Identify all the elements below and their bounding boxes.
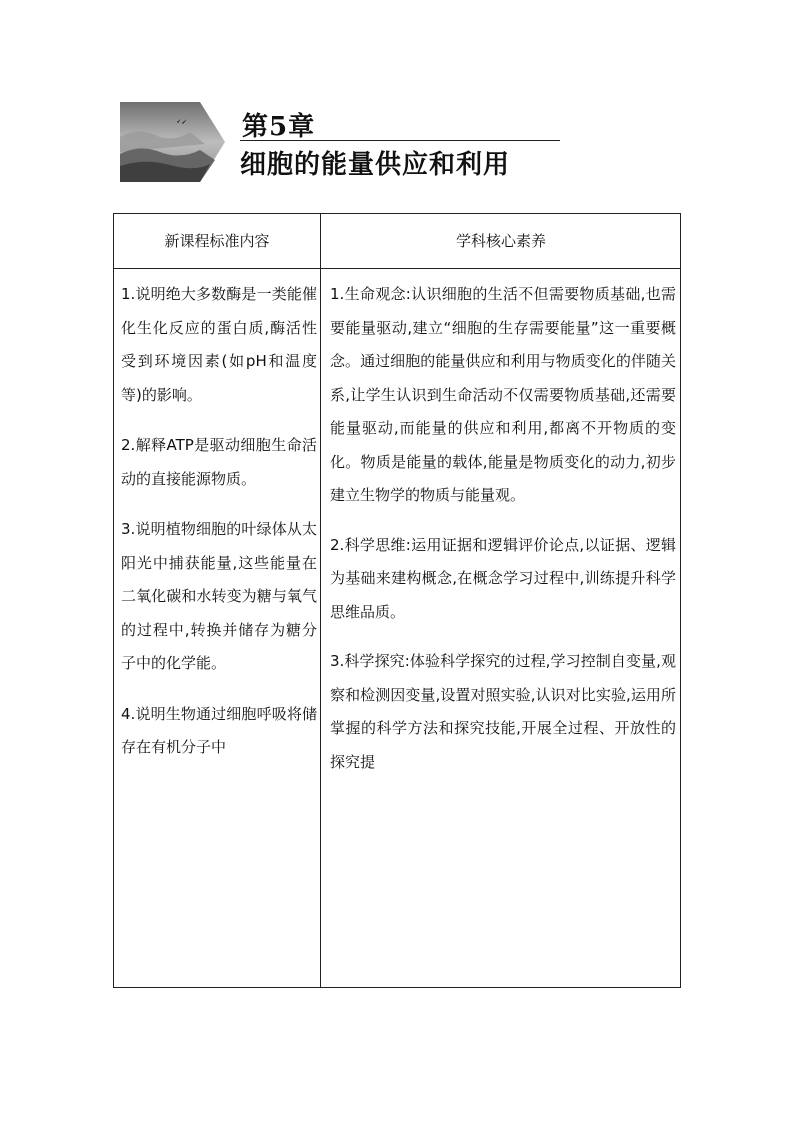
title-rule xyxy=(240,140,560,141)
competency-item: 1.生命观念:认识细胞的生活不但需要物质基础,也需要能量驱动,建立“细胞的生存需要能量”这一重要概念。通过细胞的能量供应和利用与物质变化的伴随关系,让学生认识到生命活动不仅需要物质基础,还需要能量驱动,而能量的供应和利用,都离不开物质的变化。物质是能量的载体,能量是物质变化的动力,初步建立生物学的物质与能量观。 xyxy=(330,285,676,504)
competency-item: 2.科学思维:运用证据和逻辑评价论点,以证据、逻辑为基础来建构概念,在概念学习过程中,训练提升科学思维品质。 xyxy=(330,535,676,621)
competency-item: 3.科学探究:体验科学探究的过程,学习控制自变量,观察和检测因变量,设置对照实验,认识对比实验,运用所掌握的科学方法和探究技能,开展全过程、开放性的探究提 xyxy=(330,652,676,771)
standards-cell xyxy=(121,278,317,782)
column-divider xyxy=(320,214,321,987)
standards-table xyxy=(113,213,681,988)
standard-item: 1.说明绝大多数酶是一类能催化生化反应的蛋白质,酶活性受到环境因素(如pH和温度等)的影响。 xyxy=(121,285,317,404)
header-standards: 新课程标准内容 xyxy=(164,232,270,250)
chapter-number: 第5章 xyxy=(242,112,316,142)
competencies-cell xyxy=(330,278,676,795)
standard-item: 3.说明植物细胞的叶绿体从太阳光中捕获能量,这些能量在二氧化碳和水转变为糖与氧气的过程中,转换并储存为糖分子中的化学能。 xyxy=(121,520,317,672)
standard-item: 2.解释ATP是驱动细胞生命活动的直接能源物质。 xyxy=(121,436,317,488)
chapter-title: 细胞的能量供应和利用 xyxy=(240,150,511,180)
chapter-header xyxy=(120,100,570,190)
landscape-banner-image xyxy=(120,102,225,182)
standard-item: 4.说明生物通过细胞呼吸将储存在有机分子中 xyxy=(121,704,317,756)
header-competencies: 学科核心素养 xyxy=(455,232,546,250)
header-divider xyxy=(114,268,680,269)
